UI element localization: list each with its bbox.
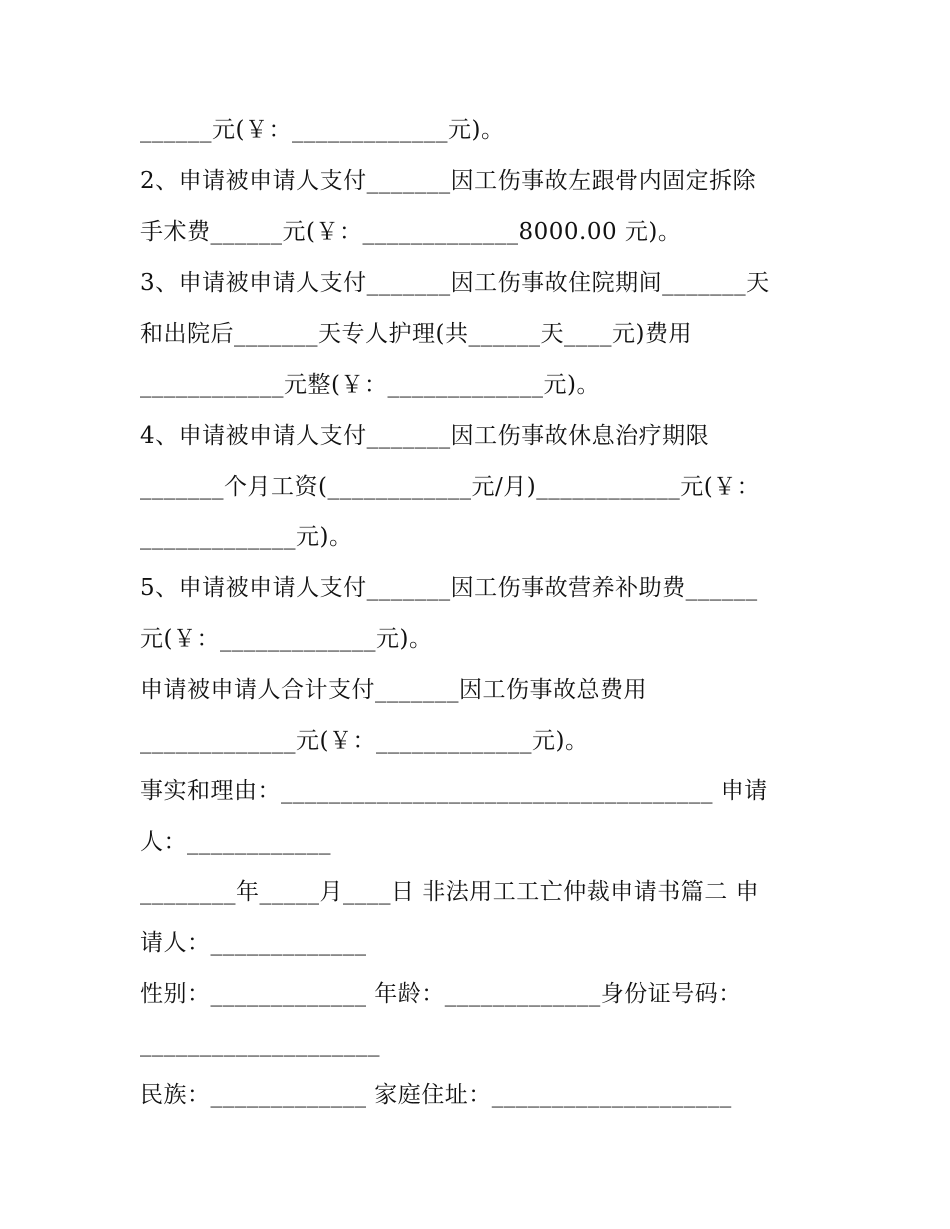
text-line: ________年_____月____日 非法用工工亡仲裁申请书篇二 申 [140, 879, 760, 905]
text-line: ____________________ [140, 1031, 380, 1057]
text-line: 请人：_____________ [140, 930, 367, 956]
text-line: 4、申请被申请人支付_______因工伤事故休息治疗期限 [140, 423, 710, 449]
text-line: 手术费______元(￥：_____________8000.00 元)。 [140, 219, 682, 245]
text-line: 5、申请被申请人支付_______因工伤事故营养补助费______ [140, 575, 758, 601]
text-line: 民族：_____________ 家庭住址：____________________ [140, 1082, 732, 1108]
text-line: _______个月工资(____________元/月)____________元(￥： [140, 474, 761, 500]
text-line: 事实和理由：____________________________________ 申请 [140, 778, 768, 804]
text-line: 和出院后_______天专人护理(共______天____元)费用 [140, 321, 692, 347]
text-line: ______元(￥：_____________元)。 [140, 117, 505, 143]
text-line: 性别：_____________ 年龄：_____________身份证号码： [140, 981, 742, 1007]
text-line: 元(￥：_____________元)。 [140, 626, 433, 652]
text-line: 3、申请被申请人支付_______因工伤事故住院期间_______天 [140, 270, 770, 296]
text-line: ____________元整(￥：_____________元)。 [140, 372, 600, 398]
text-line: 申请被申请人合计支付_______因工伤事故总费用 [140, 677, 647, 703]
text-line: _____________元(￥：_____________元)。 [140, 728, 589, 754]
text-line: 人：____________ [140, 829, 331, 855]
text-line: 2、申请被申请人支付_______因工伤事故左跟骨内固定拆除 [140, 168, 757, 194]
text-line: _____________元)。 [140, 524, 353, 550]
